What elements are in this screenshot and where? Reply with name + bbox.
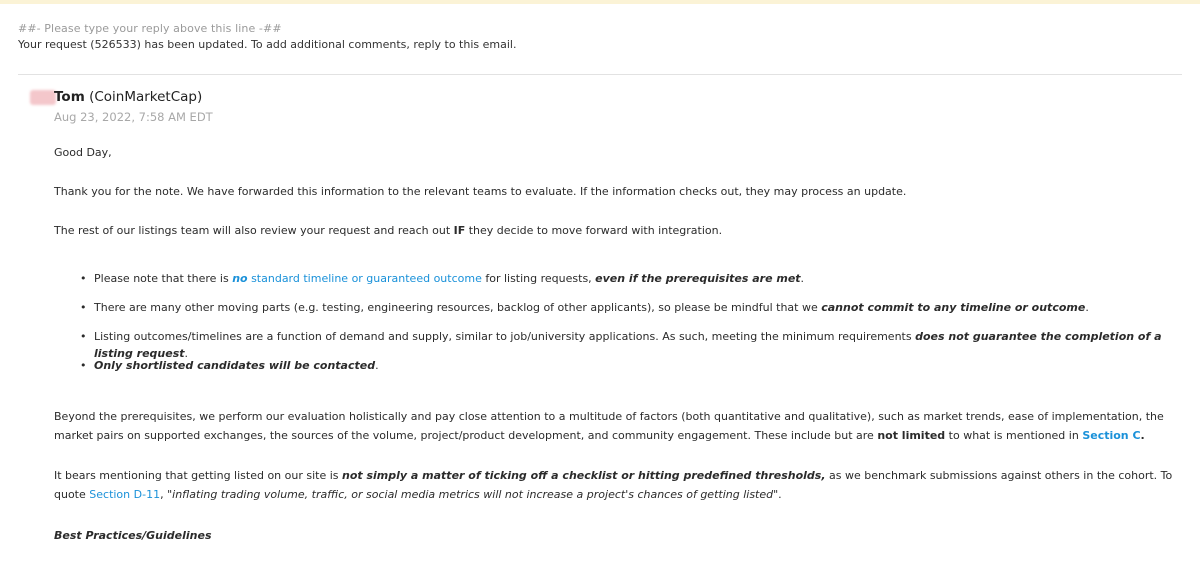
bullet-icon: • [80,272,87,285]
bullet-icon: • [80,359,87,372]
reply-above-line-marker: ##- Please type your reply above this line -## [18,22,282,35]
bullet-icon: • [80,301,87,314]
paragraph-review: The rest of our listings team will also review your request and reach out IF they decide to move forward with integration. [54,224,723,237]
notes-list [80,270,1190,386]
list-item: • There are many other moving parts (e.g. testing, engineering resources, backlog of other applicants), so please be mindful that we cannot commit to any timeline or outcome. [80,301,1089,314]
redacted-avatar [30,90,56,105]
list-item: • Listing outcomes/timelines are a function of demand and supply, similar to job/university applications. As such, meeting the minimum requirements does not guarantee the completion of a listing request. [80,330,1162,360]
paragraph-listing: It bears mentioning that getting listed on our site is not simply a matter of ticking off a checklist or hitting predefined thresholds, as we benchmark submissions against others in the cohort. To quote Section D-11, "inflating trading volume, traffic, or social media metrics will not increase a project's chances of getting listed". [54,469,1173,501]
section-c-link[interactable]: Section C [1082,429,1141,442]
paragraph-evaluation: Beyond the prerequisites, we perform our evaluation holistically and pay close attention to a multitude of factors (both quantitative and qualitative), such as market trends, ease of implementation, the market pairs on supported exchanges, the sources of the volume, project/product development, and community engagement. These include but are not limited to what is mentioned in Section C. [54,410,1164,442]
sender [54,89,202,105]
timeline-link[interactable]: no standard timeline or guaranteed outcome [232,272,482,285]
header-divider [18,74,1182,75]
top-highlight-strip [0,0,1200,4]
list-item: • Only shortlisted candidates will be contacted. [80,359,379,372]
sender-org: (CoinMarketCap) [89,89,203,105]
section-d11-link[interactable]: Section D-11 [89,488,161,501]
paragraph-forwarded: Thank you for the note. We have forwarded this information to the relevant teams to evaluate. If the information checks out, they may process an update. [54,185,907,198]
best-practices-heading: Best Practices/Guidelines [54,529,212,542]
bullet-icon: • [80,330,87,343]
list-item: • Please note that there is no standard timeline or guaranteed outcome for listing requests, even if the prerequisites are met. [80,272,805,285]
sender-name: Tom [54,89,85,105]
message-date: Aug 23, 2022, 7:58 AM EDT [54,110,213,124]
request-updated-notice: Your request (526533) has been updated. To add additional comments, reply to this email. [18,38,517,51]
greeting: Good Day, [54,146,112,159]
